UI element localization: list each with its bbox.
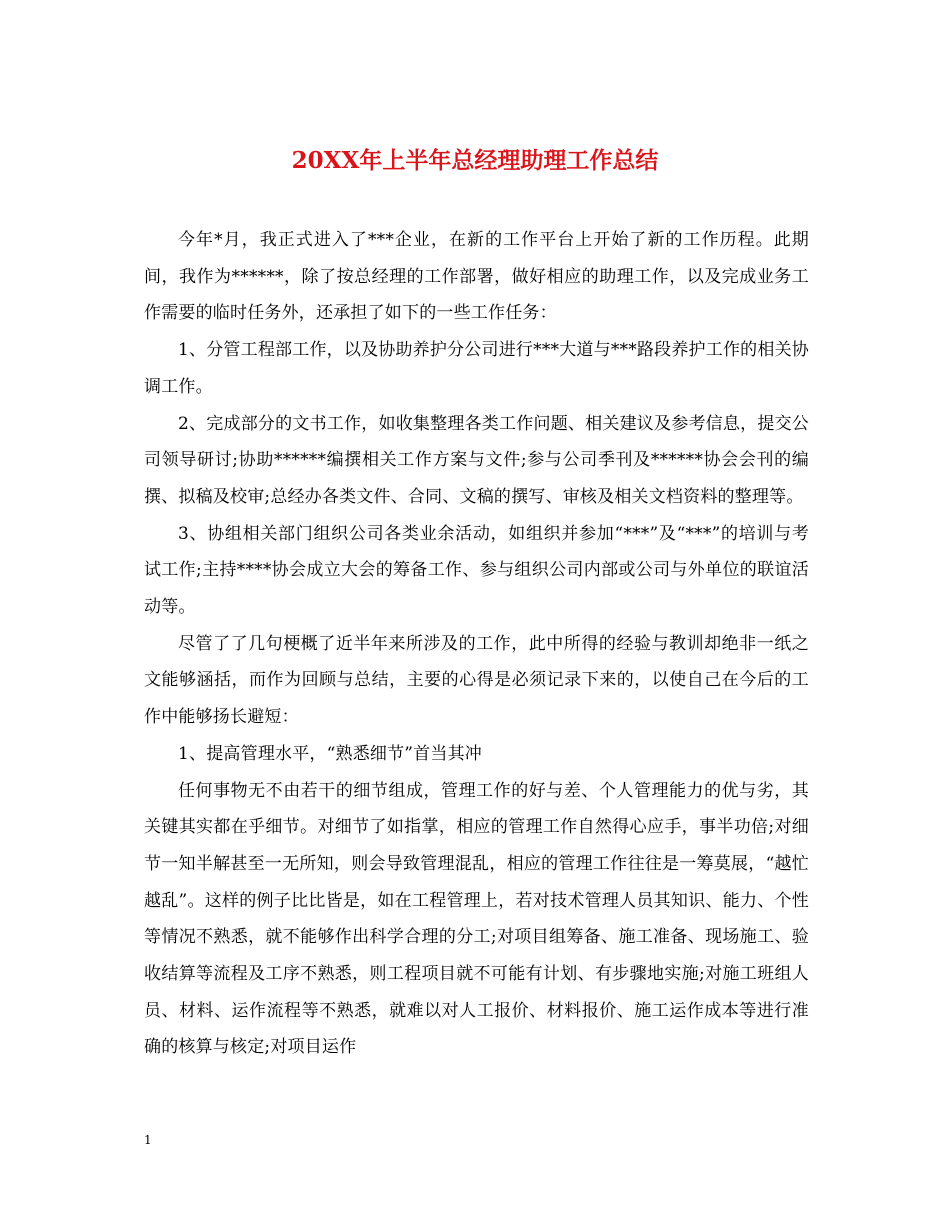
paragraph: 任何事物无不由若干的细节组成，管理工作的好与差、个人管理能力的优与劣，其关键其实都在乎细节。对细节了如指掌，相应的管理工作自然得心应手，事半功倍;对细节一知半解甚至一无所知，则会导致管理混乱，相应的管理工作往往是一筹莫展，“越忙越乱”。这样的例子比比皆是，如在工程管理上，若对技术管理人员其知识、能力、个性等情况不熟悉，就不能够作出科学合理的分工;对项目组筹备、施工准备、现场施工、验收结算等流程及工序不熟悉，则工程项目就不可能有计划、有步骤地实施;对施工班组人员、材料、运作流程等不熟悉，就难以对人工报价、材料报价、施工运作成本等进行准确的核算与核定;对项目运作 <box>144 780 809 1058</box>
paragraph: 3、协组相关部门组织公司各类业余活动，如组织并参加“***”及“***”的培训与考试工作;主持****协会成立大会的筹备工作、参与组织公司内部或公司与外单位的联谊活动等。 <box>144 523 809 618</box>
document-body <box>144 222 809 1066</box>
paragraph: 尽管了了几句梗概了近半年来所涉及的工作，此中所得的经验与教训却绝非一纸之文能够涵括，而作为回顾与总结，主要的心得是必须记录下来的，以使自己在今后的工作中能够扬长避短： <box>144 633 809 728</box>
paragraph: 2、完成部分的文书工作，如收集整理各类工作问题、相关建议及参考信息，提交公司领导研讨;协助******编撰相关工作方案与文件;参与公司季刊及******协会会刊的编撰、拟稿及校审;总经办各类文件、合同、文稿的撰写、审核及相关文档资料的整理等。 <box>144 413 809 507</box>
paragraph: 今年*月，我正式进入了***企业，在新的工作平台上开始了新的工作历程。此期间，我作为******，除了按总经理的工作部署，做好相应的助理工作，以及完成业务工作需要的临时任务外，还承担了如下的一些工作任务： <box>144 230 809 324</box>
page-number: 1 <box>144 1133 152 1147</box>
document-title: 20XX年上半年总经理助理工作总结 <box>291 147 659 174</box>
section-heading: 1、提高管理水平，“熟悉细节”首当其冲 <box>178 743 482 764</box>
paragraph: 1、分管工程部工作，以及协助养护分公司进行***大道与***路段养护工作的相关协调工作。 <box>144 340 809 397</box>
